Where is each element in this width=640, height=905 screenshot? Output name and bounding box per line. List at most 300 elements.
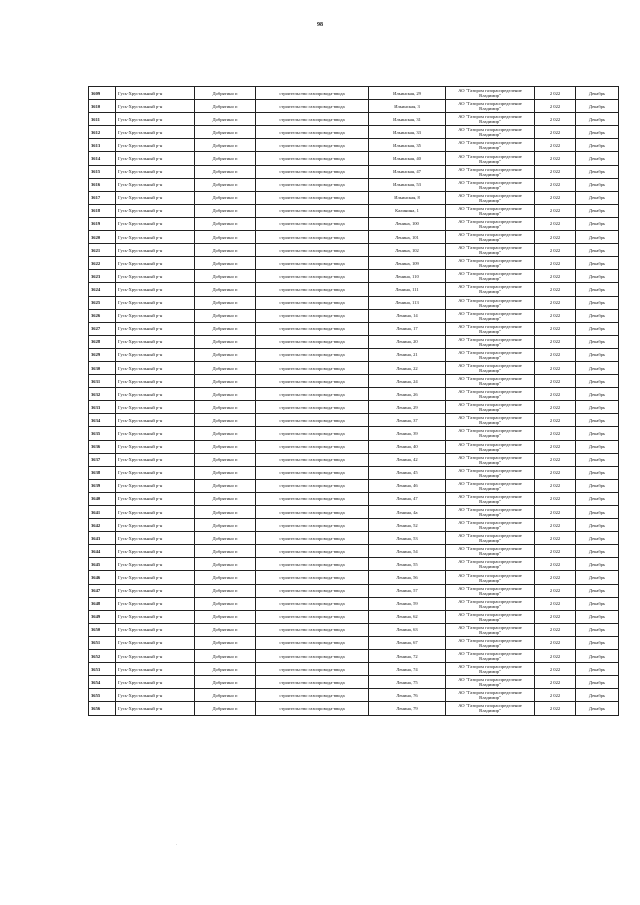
work-type-cell: строительство газопровода-ввода (256, 322, 369, 335)
organization-name-line: АО "Газпром газораспределение (458, 376, 522, 382)
organization-city-line: Владимир" (479, 289, 501, 295)
district-cell: Гусь-Хрустальный р-н (116, 126, 195, 139)
table-row (89, 663, 619, 676)
year-cell: 2 022 (535, 283, 576, 296)
address-cell: Ильинская, 29 (369, 87, 446, 100)
organization-cell (446, 663, 535, 676)
work-type-cell: строительство газопровода-ввода (256, 401, 369, 414)
table-row (89, 440, 619, 453)
address-cell: Ленина, 72 (369, 650, 446, 663)
district-cell: Гусь-Хрустальный р-н (116, 558, 195, 571)
organization-cell (446, 283, 535, 296)
district-cell: Гусь-Хрустальный р-н (116, 335, 195, 348)
settlement-cell: Добрятино п (195, 650, 256, 663)
year-cell: 2 022 (535, 571, 576, 584)
table-row (89, 623, 619, 636)
organization-cell (446, 558, 535, 571)
row-number-cell: 3656 (89, 702, 116, 715)
settlement-cell: Добрятино п (195, 100, 256, 113)
organization-city-line: Владимир" (479, 132, 501, 138)
year-cell: 2 022 (535, 519, 576, 532)
month-cell: Декабрь (576, 427, 619, 440)
work-type-cell: строительство газопровода-ввода (256, 244, 369, 257)
year-cell: 2 022 (535, 689, 576, 702)
organization-name-line: АО "Газпром газораспределение (458, 284, 522, 290)
address-cell: Ленина, 75 (369, 676, 446, 689)
settlement-cell: Добрятино п (195, 388, 256, 401)
work-type-cell: строительство газопровода-ввода (256, 636, 369, 649)
district-cell: Гусь-Хрустальный р-н (116, 519, 195, 532)
address-cell: Ленина, 42 (369, 453, 446, 466)
year-cell: 2 022 (535, 335, 576, 348)
month-cell: Декабрь (576, 348, 619, 361)
organization-name-line: АО "Газпром газораспределение (458, 611, 522, 617)
month-cell: Декабрь (576, 126, 619, 139)
district-cell: Гусь-Хрустальный р-н (116, 597, 195, 610)
address-cell: Ленина, 20 (369, 335, 446, 348)
work-type-cell: строительство газопровода-ввода (256, 689, 369, 702)
table-row (89, 676, 619, 689)
row-number-cell: 3610 (89, 100, 116, 113)
month-cell: Декабрь (576, 440, 619, 453)
year-cell: 2 022 (535, 152, 576, 165)
address-cell: Ленина, 76 (369, 689, 446, 702)
address-cell: Ильинская, 35 (369, 139, 446, 152)
row-number-cell: 3618 (89, 204, 116, 217)
settlement-cell: Добрятино п (195, 558, 256, 571)
table-row (89, 519, 619, 532)
district-cell: Гусь-Хрустальный р-н (116, 217, 195, 230)
organization-name-line: АО "Газпром газораспределение (458, 690, 522, 696)
row-number-cell: 3648 (89, 597, 116, 610)
address-cell: Ленина, 110 (369, 270, 446, 283)
row-number-cell: 3651 (89, 636, 116, 649)
settlement-cell: Добрятино п (195, 453, 256, 466)
month-cell: Декабрь (576, 584, 619, 597)
organization-name-line: АО "Газпром газораспределение (458, 664, 522, 670)
table-row (89, 506, 619, 519)
month-cell: Декабрь (576, 689, 619, 702)
organization-cell (446, 571, 535, 584)
table-row (89, 165, 619, 178)
district-cell: Гусь-Хрустальный р-н (116, 257, 195, 270)
organization-name-line: АО "Газпром газораспределение (458, 232, 522, 238)
district-cell: Гусь-Хрустальный р-н (116, 479, 195, 492)
district-cell: Гусь-Хрустальный р-н (116, 532, 195, 545)
table-row (89, 597, 619, 610)
work-type-cell: строительство газопровода-ввода (256, 532, 369, 545)
organization-city-line: Владимир" (479, 250, 501, 256)
organization-name-line: АО "Газпром газораспределение (458, 349, 522, 355)
month-cell: Декабрь (576, 401, 619, 414)
organization-cell (446, 244, 535, 257)
row-number-cell: 3652 (89, 650, 116, 663)
organization-cell (446, 597, 535, 610)
organization-city-line: Владимир" (479, 669, 501, 675)
table-row (89, 191, 619, 204)
district-cell: Гусь-Хрустальный р-н (116, 204, 195, 217)
table-row (89, 231, 619, 244)
district-cell: Гусь-Хрустальный р-н (116, 231, 195, 244)
organization-name-line: АО "Газпром газораспределение (458, 677, 522, 683)
year-cell: 2 022 (535, 414, 576, 427)
organization-cell (446, 335, 535, 348)
settlement-cell: Добрятино п (195, 571, 256, 584)
work-type-cell: строительство газопровода-ввода (256, 178, 369, 191)
month-cell: Декабрь (576, 623, 619, 636)
district-cell: Гусь-Хрустальный р-н (116, 309, 195, 322)
work-type-cell: строительство газопровода-ввода (256, 231, 369, 244)
district-cell: Гусь-Хрустальный р-н (116, 165, 195, 178)
organization-name-line: АО "Газпром газораспределение (458, 415, 522, 421)
organization-cell (446, 427, 535, 440)
year-cell: 2 022 (535, 558, 576, 571)
settlement-cell: Добрятино п (195, 584, 256, 597)
work-type-cell: строительство газопровода-ввода (256, 597, 369, 610)
month-cell: Декабрь (576, 309, 619, 322)
settlement-cell: Добрятино п (195, 191, 256, 204)
settlement-cell: Добрятино п (195, 270, 256, 283)
month-cell: Декабрь (576, 322, 619, 335)
organization-name-line: АО "Газпром газораспределение (458, 88, 522, 94)
row-number-cell: 3644 (89, 545, 116, 558)
organization-name-line: АО "Газпром газораспределение (458, 245, 522, 251)
work-type-cell: строительство газопровода-ввода (256, 335, 369, 348)
address-cell: Ленина, 56 (369, 571, 446, 584)
organization-cell (446, 100, 535, 113)
organization-cell (446, 545, 535, 558)
table-row (89, 113, 619, 126)
table-row (89, 204, 619, 217)
organization-city-line: Владимир" (479, 616, 501, 622)
organization-name-line: АО "Газпром газораспределение (458, 402, 522, 408)
organization-cell (446, 702, 535, 715)
organization-cell (446, 584, 535, 597)
table-body (89, 87, 619, 716)
organization-city-line: Владимир" (479, 407, 501, 413)
organization-cell (446, 191, 535, 204)
organization-name-line: АО "Газпром газораспределение (458, 323, 522, 329)
district-cell: Гусь-Хрустальный р-н (116, 361, 195, 374)
row-number-cell: 3622 (89, 257, 116, 270)
organization-cell (446, 126, 535, 139)
organization-name-line: АО "Газпром газораспределение (458, 271, 522, 277)
year-cell: 2 022 (535, 191, 576, 204)
year-cell: 2 022 (535, 296, 576, 309)
settlement-cell: Добрятино п (195, 283, 256, 296)
row-number-cell: 3621 (89, 244, 116, 257)
organization-cell (446, 322, 535, 335)
row-number-cell: 3623 (89, 270, 116, 283)
settlement-cell: Добрятино п (195, 597, 256, 610)
address-cell: Ленина, 40 (369, 440, 446, 453)
row-number-cell: 3617 (89, 191, 116, 204)
table-row (89, 388, 619, 401)
month-cell: Декабрь (576, 244, 619, 257)
year-cell: 2 022 (535, 257, 576, 270)
organization-name-line: АО "Газпром газораспределение (458, 703, 522, 709)
organization-name-line: АО "Газпром газораспределение (458, 533, 522, 539)
year-cell: 2 022 (535, 532, 576, 545)
organization-cell (446, 610, 535, 623)
month-cell: Декабрь (576, 388, 619, 401)
organization-name-line: АО "Газпром газораспределение (458, 389, 522, 395)
settlement-cell: Добрятино п (195, 165, 256, 178)
organization-city-line: Владимир" (479, 485, 501, 491)
page-mark: · (176, 842, 178, 847)
work-type-cell: строительство газопровода-ввода (256, 152, 369, 165)
row-number-cell: 3637 (89, 453, 116, 466)
district-cell: Гусь-Хрустальный р-н (116, 453, 195, 466)
row-number-cell: 3612 (89, 126, 116, 139)
district-cell: Гусь-Хрустальный р-н (116, 689, 195, 702)
month-cell: Декабрь (576, 676, 619, 689)
year-cell: 2 022 (535, 361, 576, 374)
work-type-cell: строительство газопровода-ввода (256, 650, 369, 663)
settlement-cell: Добрятино п (195, 466, 256, 479)
organization-name-line: АО "Газпром газораспределение (458, 546, 522, 552)
year-cell: 2 022 (535, 440, 576, 453)
work-type-cell: строительство газопровода-ввода (256, 87, 369, 100)
table-row (89, 650, 619, 663)
district-cell: Гусь-Хрустальный р-н (116, 427, 195, 440)
organization-cell (446, 87, 535, 100)
organization-name-line: АО "Газпром газораспределение (458, 585, 522, 591)
month-cell: Декабрь (576, 152, 619, 165)
organization-city-line: Владимир" (479, 237, 501, 243)
month-cell: Декабрь (576, 283, 619, 296)
settlement-cell: Добрятино п (195, 702, 256, 715)
organization-city-line: Владимир" (479, 682, 501, 688)
year-cell: 2 022 (535, 309, 576, 322)
district-cell: Гусь-Хрустальный р-н (116, 676, 195, 689)
row-number-cell: 3639 (89, 479, 116, 492)
table-row (89, 453, 619, 466)
year-cell: 2 022 (535, 545, 576, 558)
work-type-cell: строительство газопровода-ввода (256, 492, 369, 505)
work-type-cell: строительство газопровода-ввода (256, 100, 369, 113)
table-row (89, 87, 619, 100)
settlement-cell: Добрятино п (195, 217, 256, 230)
year-cell: 2 022 (535, 702, 576, 715)
organization-cell (446, 152, 535, 165)
organization-cell (446, 204, 535, 217)
work-type-cell: строительство газопровода-ввода (256, 361, 369, 374)
table-row (89, 558, 619, 571)
settlement-cell: Добрятино п (195, 361, 256, 374)
organization-cell (446, 519, 535, 532)
organization-cell (446, 231, 535, 244)
table-row (89, 361, 619, 374)
organization-name-line: АО "Газпром газораспределение (458, 520, 522, 526)
address-cell: Ленина, 113 (369, 296, 446, 309)
row-number-cell: 3645 (89, 558, 116, 571)
organization-name-line: АО "Газпром газораспределение (458, 310, 522, 316)
address-cell: Ленина, 57 (369, 584, 446, 597)
work-type-cell: строительство газопровода-ввода (256, 623, 369, 636)
row-number-cell: 3624 (89, 283, 116, 296)
month-cell: Декабрь (576, 217, 619, 230)
year-cell: 2 022 (535, 375, 576, 388)
year-cell: 2 022 (535, 506, 576, 519)
settlement-cell: Добрятино п (195, 545, 256, 558)
month-cell: Декабрь (576, 204, 619, 217)
organization-city-line: Владимир" (479, 197, 501, 203)
settlement-cell: Добрятино п (195, 623, 256, 636)
table-row (89, 636, 619, 649)
year-cell: 2 022 (535, 100, 576, 113)
organization-name-line: АО "Газпром газораспределение (458, 140, 522, 146)
settlement-cell: Добрятино п (195, 689, 256, 702)
organization-name-line: АО "Газпром газораспределение (458, 363, 522, 369)
work-type-cell: строительство газопровода-ввода (256, 283, 369, 296)
row-number-cell: 3625 (89, 296, 116, 309)
row-number-cell: 3641 (89, 506, 116, 519)
row-number-cell: 3633 (89, 401, 116, 414)
year-cell: 2 022 (535, 479, 576, 492)
organization-name-line: АО "Газпром газораспределение (458, 114, 522, 120)
district-cell: Гусь-Хрустальный р-н (116, 584, 195, 597)
year-cell: 2 022 (535, 623, 576, 636)
organization-name-line: АО "Газпром газораспределение (458, 101, 522, 107)
year-cell: 2 022 (535, 492, 576, 505)
month-cell: Декабрь (576, 571, 619, 584)
table-row (89, 532, 619, 545)
district-cell: Гусь-Хрустальный р-н (116, 623, 195, 636)
settlement-cell: Добрятино п (195, 87, 256, 100)
organization-city-line: Владимир" (479, 512, 501, 518)
organization-city-line: Владимир" (479, 498, 501, 504)
month-cell: Декабрь (576, 506, 619, 519)
organization-city-line: Владимир" (479, 210, 501, 216)
organization-city-line: Владимир" (479, 315, 501, 321)
work-type-cell: строительство газопровода-ввода (256, 610, 369, 623)
year-cell: 2 022 (535, 636, 576, 649)
work-type-cell: строительство газопровода-ввода (256, 113, 369, 126)
month-cell: Декабрь (576, 296, 619, 309)
organization-city-line: Владимир" (479, 93, 501, 99)
work-type-cell: строительство газопровода-ввода (256, 191, 369, 204)
district-cell: Гусь-Хрустальный р-н (116, 296, 195, 309)
address-cell: Ленина, 22 (369, 361, 446, 374)
organization-city-line: Владимир" (479, 106, 501, 112)
table-row (89, 492, 619, 505)
address-cell: Ильинская, 33 (369, 126, 446, 139)
address-cell: Ленина, 111 (369, 283, 446, 296)
district-cell: Гусь-Хрустальный р-н (116, 702, 195, 715)
settlement-cell: Добрятино п (195, 178, 256, 191)
month-cell: Декабрь (576, 610, 619, 623)
table-row (89, 689, 619, 702)
address-cell: Ленина, 101 (369, 231, 446, 244)
row-number-cell: 3611 (89, 113, 116, 126)
work-type-cell: строительство газопровода-ввода (256, 663, 369, 676)
table-row (89, 309, 619, 322)
year-cell: 2 022 (535, 322, 576, 335)
organization-name-line: АО "Газпром газораспределение (458, 637, 522, 643)
address-cell: Ленина, 46 (369, 479, 446, 492)
row-number-cell: 3620 (89, 231, 116, 244)
district-cell: Гусь-Хрустальный р-н (116, 244, 195, 257)
address-cell: Ильинская, 40 (369, 152, 446, 165)
row-number-cell: 3627 (89, 322, 116, 335)
table-row (89, 100, 619, 113)
organization-name-line: АО "Газпром газораспределение (458, 480, 522, 486)
settlement-cell: Добрятино п (195, 309, 256, 322)
month-cell: Декабрь (576, 519, 619, 532)
address-cell: Ленина, 21 (369, 348, 446, 361)
table-row (89, 178, 619, 191)
organization-cell (446, 479, 535, 492)
row-number-cell: 3629 (89, 348, 116, 361)
organization-cell (446, 689, 535, 702)
organization-city-line: Владимир" (479, 263, 501, 269)
district-cell: Гусь-Хрустальный р-н (116, 571, 195, 584)
table-row (89, 479, 619, 492)
year-cell: 2 022 (535, 401, 576, 414)
month-cell: Декабрь (576, 113, 619, 126)
organization-cell (446, 636, 535, 649)
settlement-cell: Добрятино п (195, 414, 256, 427)
row-number-cell: 3647 (89, 584, 116, 597)
address-cell: Ильинская, 3 (369, 100, 446, 113)
district-cell: Гусь-Хрустальный р-н (116, 440, 195, 453)
month-cell: Декабрь (576, 335, 619, 348)
address-cell: Ленина, 102 (369, 244, 446, 257)
work-type-cell: строительство газопровода-ввода (256, 165, 369, 178)
row-number-cell: 3619 (89, 217, 116, 230)
organization-name-line: АО "Газпром газораспределение (458, 493, 522, 499)
row-number-cell: 3613 (89, 139, 116, 152)
district-cell: Гусь-Хрустальный р-н (116, 178, 195, 191)
address-cell: Ленина, 14 (369, 309, 446, 322)
organization-name-line: АО "Газпром газораспределение (458, 507, 522, 513)
organization-city-line: Владимир" (479, 223, 501, 229)
district-cell: Гусь-Хрустальный р-н (116, 492, 195, 505)
table-row (89, 335, 619, 348)
organization-city-line: Владимир" (479, 171, 501, 177)
address-cell: Ленина, 29 (369, 401, 446, 414)
month-cell: Декабрь (576, 100, 619, 113)
organization-city-line: Владимир" (479, 302, 501, 308)
month-cell: Декабрь (576, 650, 619, 663)
row-number-cell: 3646 (89, 571, 116, 584)
year-cell: 2 022 (535, 270, 576, 283)
address-cell: Ленина, 54 (369, 545, 446, 558)
address-cell: Ильинская, 31 (369, 113, 446, 126)
settlement-cell: Добрятино п (195, 479, 256, 492)
district-cell: Гусь-Хрустальный р-н (116, 663, 195, 676)
organization-city-line: Владимир" (479, 708, 501, 714)
year-cell: 2 022 (535, 231, 576, 244)
work-type-cell: строительство газопровода-ввода (256, 466, 369, 479)
address-cell: Ленина, 109 (369, 257, 446, 270)
month-cell: Декабрь (576, 375, 619, 388)
organization-city-line: Владимир" (479, 629, 501, 635)
district-cell: Гусь-Хрустальный р-н (116, 388, 195, 401)
address-cell: Ленина, 17 (369, 322, 446, 335)
row-number-cell: 3640 (89, 492, 116, 505)
month-cell: Декабрь (576, 663, 619, 676)
year-cell: 2 022 (535, 597, 576, 610)
work-type-cell: строительство газопровода-ввода (256, 558, 369, 571)
settlement-cell: Добрятино п (195, 152, 256, 165)
organization-city-line: Владимир" (479, 184, 501, 190)
work-type-cell: строительство газопровода-ввода (256, 126, 369, 139)
organization-name-line: АО "Газпром газораспределение (458, 428, 522, 434)
organization-cell (446, 309, 535, 322)
district-cell: Гусь-Хрустальный р-н (116, 283, 195, 296)
